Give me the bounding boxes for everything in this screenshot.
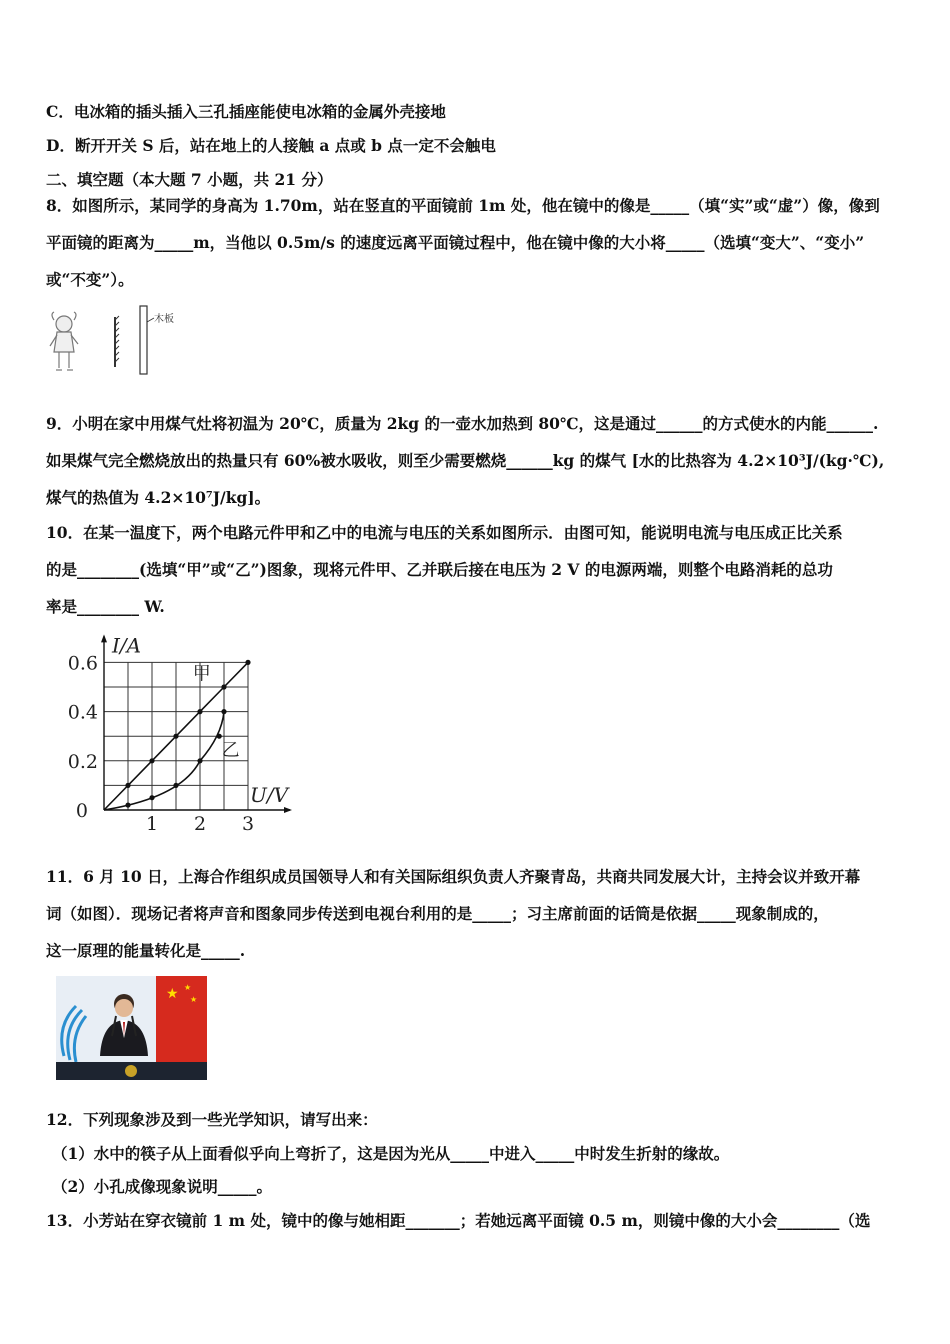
data-point — [245, 660, 250, 665]
series-label: 乙 — [221, 739, 240, 761]
wood-board — [140, 306, 147, 374]
data-point — [197, 709, 202, 714]
q11-line-1: 11．6 月 10 日，上海合作组织成员国领导人和有关国际组织负责人齐聚青岛，共商共同发展大计，主持会议并致开幕 — [46, 867, 861, 886]
q12-sub-1: （1）水中的筷子从上面看似乎向上弯折了，这是因为光从_____中进入_____中时发生折射的缘故。 — [52, 1144, 730, 1163]
q9-line-2: 如果煤气完全燃烧放出的热量只有 60%被水吸收，则至少需要燃烧______kg 的煤气 [水的比热容为 4.2×10³J/(kg·℃), — [46, 451, 885, 470]
x-axis-arrow — [284, 807, 292, 813]
data-point — [149, 795, 154, 800]
data-point — [149, 758, 154, 763]
data-point — [221, 709, 226, 714]
q8-line-1: 8．如图所示，某同学的身高为 1.70m，站在竖直的平面镜前 1m 处，他在镜中的像是_____（填“实”或“虚”）像，像到 — [46, 196, 880, 215]
svg-text:★: ★ — [166, 986, 179, 1002]
q13-line-1: 13．小芳站在穿衣镜前 1 m 处，镜中的像与她相距_______；若她远离平面镜 0.5 m，则镜中像的大小会________（选 — [46, 1211, 871, 1230]
series-label: 甲 — [192, 663, 211, 685]
q8-figure — [40, 302, 190, 380]
data-point — [221, 684, 226, 689]
y-tick-label: 0.2 — [67, 750, 98, 773]
q8-line-2: 平面镜的距离为_____m，当他以 0.5m/s 的速度远离平面镜过程中，他在镜中像的大小将_____（选填“变大”、“变小” — [46, 233, 865, 252]
q10-line-1: 10．在某一温度下，两个电路元件甲和乙中的电流与电压的关系如图所示．由图可知，能说明电流与电压成正比关系 — [46, 523, 843, 542]
section-title: 二、填空题（本大题 7 小题，共 21 分） — [46, 170, 333, 189]
y-axis-arrow — [101, 634, 107, 642]
iu-chart — [60, 632, 310, 838]
data-point — [125, 783, 130, 788]
q11-line-3: 这一原理的能量转化是_____. — [46, 941, 246, 960]
data-point — [217, 734, 222, 739]
data-point — [173, 783, 178, 788]
svg-text:★: ★ — [184, 983, 192, 992]
data-point — [173, 734, 178, 739]
q9-line-3: 煤气的热值为 4.2×10⁷J/kg]。 — [46, 488, 271, 507]
y-axis-label: I/A — [112, 633, 142, 658]
origin-label: 0 — [75, 800, 88, 822]
x-tick-label: 3 — [241, 813, 255, 835]
q12-line-1: 12．下列现象涉及到一些光学知识，请写出来： — [46, 1110, 378, 1129]
q10-line-3: 率是________ W. — [46, 597, 165, 616]
q7-option-d: D．断开开关 S 后，站在地上的人接触 a 点或 b 点一定不会触电 — [46, 136, 496, 155]
q11-photo — [56, 976, 207, 1080]
q8-line-3: 或“不变”）。 — [46, 270, 134, 289]
q12-sub-2: （2）小孔成像现象说明_____。 — [52, 1177, 273, 1196]
y-tick-label: 0.4 — [67, 701, 98, 724]
q11-line-2: 词（如图）．现场记者将声音和图象同步传送到电视台利用的是_____；习主席前面的话筒是依据_____现象制成的， — [46, 904, 829, 923]
wood-board-label: 木板 — [154, 314, 174, 325]
q7-option-c: C．电冰箱的插头插入三孔插座能使电冰箱的金属外壳接地 — [46, 102, 446, 121]
q10-line-2: 的是________(选填“甲”或“乙”)图象，现将元件甲、乙并联后接在电压为 2 V 的电源两端，则整个电路消耗的总功 — [46, 560, 833, 579]
chart-series — [104, 660, 251, 810]
x-tick-label: 2 — [193, 813, 207, 835]
y-tick-label: 0.6 — [67, 652, 98, 675]
svg-text:★: ★ — [190, 995, 198, 1004]
mirror — [115, 316, 119, 367]
x-tick-label: 1 — [145, 813, 159, 835]
data-point — [125, 802, 130, 807]
girl-illustration — [50, 312, 78, 370]
x-axis-label: U/V — [250, 783, 289, 807]
data-point — [197, 758, 202, 763]
q9-line-1: 9．小明在家中用煤气灶将初温为 20℃，质量为 2kg 的一壶水加热到 80℃，这是通过______的方式使水的内能______. — [46, 414, 879, 433]
chart-tick-labels — [68, 633, 291, 835]
